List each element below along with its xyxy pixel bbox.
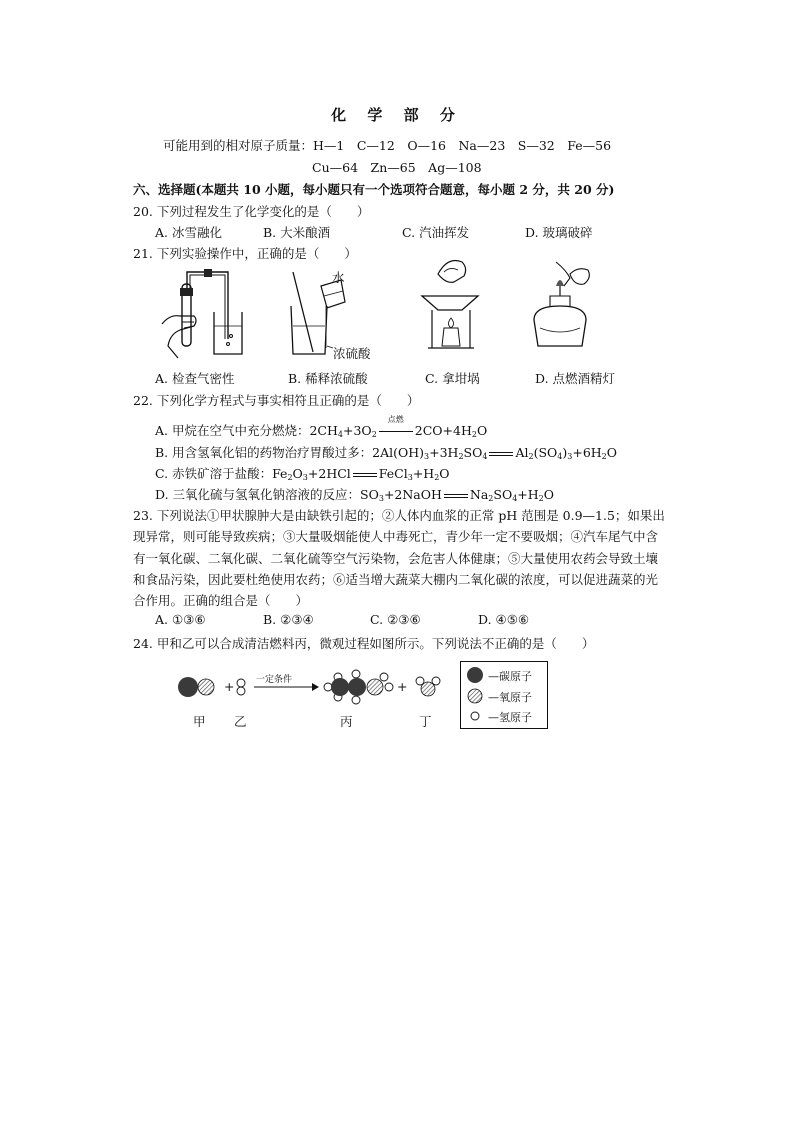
label-bing: 丙	[340, 714, 353, 729]
plus-sign-1: +	[224, 679, 235, 694]
plus-sign-2: +	[397, 679, 408, 694]
q23-line5: 合作用。正确的组合是（ ）	[133, 593, 309, 608]
q21-option-b[interactable]: B. 稀释浓硫酸	[288, 371, 368, 386]
atom-legend	[460, 661, 548, 729]
condition-ignite: 点燃	[387, 415, 404, 424]
q23-option-d[interactable]: D. ④⑤⑥	[478, 612, 530, 627]
q20-stem: 20. 下列过程发生了化学变化的是（ ）	[133, 204, 370, 219]
q21-option-c[interactable]: C. 拿坩埚	[425, 371, 480, 386]
jia-oxygen-atom	[198, 679, 214, 695]
q21-option-d[interactable]: D. 点燃酒精灯	[535, 371, 616, 386]
q23-line3: 有一氧化碳、二氧化碳、二氧化硫等空气污染物，会危害人体健康；⑤大量使用农药会导致土壤	[133, 551, 659, 566]
page-title: 化 学 部 分	[331, 106, 463, 124]
jia-carbon-atom	[178, 677, 198, 697]
q22-a-text: A. 甲烷在空气中充分燃烧：2CH	[155, 423, 338, 438]
water-label: 水	[332, 270, 345, 285]
bing-carbon-atom	[348, 678, 366, 696]
reaction-condition: 一定条件	[256, 675, 293, 685]
legend-hydrogen-icon	[471, 712, 479, 720]
legend-oxygen-icon	[468, 689, 482, 703]
q23-option-a[interactable]: A. ①③⑥	[155, 612, 206, 627]
q23-option-b[interactable]: B. ②③④	[263, 612, 314, 627]
q20-option-b[interactable]: B. 大米酿酒	[263, 225, 331, 240]
alcohol-lamp-figure	[526, 256, 596, 360]
reaction-diagram	[170, 660, 460, 710]
atomic-masses-line2: Cu—64 Zn—65 Ag—108	[312, 160, 482, 175]
q24-stem: 24. 甲和乙可以合成清洁燃料丙，微观过程如图所示。下列说法不正确的是（ ）	[133, 636, 595, 651]
q21-stem: 21. 下列实验操作中，正确的是（ ）	[133, 246, 357, 261]
legend-carbon: —碳原子	[488, 670, 532, 683]
bing-oxygen-atom	[367, 679, 383, 695]
q22-b-text: B. 用含氢氧化铝的药物治疗胃酸过多：2Al(OH)	[155, 445, 425, 460]
bing-carbon-atom	[331, 678, 349, 696]
yi-hydrogen-atom	[237, 679, 245, 687]
legend-oxygen: —氧原子	[488, 691, 532, 704]
q23-option-c[interactable]: C. ②③⑥	[370, 612, 421, 627]
q23-line2: 现异常，则可能导致疾病；③大量吸烟能使人中毒死亡，青少年一定不要吸烟；④汽车尾气中含	[133, 529, 659, 544]
q22-option-c[interactable]: C. 赤铁矿溶于盐酸：$Fe_2O_3+2HCl$ $FeCl_3+H_2O$	[155, 466, 450, 482]
label-jia: 甲	[193, 714, 206, 729]
q21-option-a[interactable]: A. 检查气密性	[155, 371, 235, 386]
q23-line1: 23. 下列说法①甲状腺肿大是由缺铁引起的；②人体内血浆的正常 pH 范围是 0.9—1.5；如果出	[133, 508, 665, 523]
acid-label: 浓硫酸	[333, 346, 371, 361]
yi-hydrogen-atom	[237, 687, 245, 695]
q22-c-text: C. 赤铁矿溶于盐酸：Fe	[155, 466, 288, 481]
airtight-check-figure	[156, 264, 251, 364]
crucible-figure	[418, 252, 488, 362]
q22-d-text: D. 三氧化硫与氢氧化钠溶液的反应：SO	[155, 487, 379, 502]
q22-stem: 22. 下列化学方程式与事实相符且正确的是（ ）	[133, 393, 420, 408]
q22-option-a[interactable]: A. 甲烷在空气中充分燃烧：$2CH_4+3O_2$ 点燃 $2CO+4H_2O$	[155, 415, 488, 439]
q23-line4: 和食品污染，因此要杜绝使用农药；⑥适当增大蔬菜大棚内二氧化碳的浓度，可以促进蔬菜的光	[133, 572, 659, 587]
label-ding: 丁	[419, 714, 432, 729]
atomic-masses-line1: 可能用到的相对原子质量：H—1 C—12 O—16 Na—23 S—32 Fe—56	[163, 138, 612, 153]
q20-option-d[interactable]: D. 玻璃破碎	[525, 225, 593, 240]
section-heading: 六、选择题(本题共 10 小题，每小题只有一个选项符合题意，每小题 2 分，共 20 分)	[133, 182, 615, 197]
q22-option-d[interactable]: D. 三氧化硫与氢氧化钠溶液的反应：$SO_3+2NaOH$ $Na_2SO_4+H_2O$	[155, 487, 555, 503]
q22-option-b[interactable]: B. 用含氢氧化铝的药物治疗胃酸过多：$2Al(OH)_3+3H_2SO_4$ $Al_2(SO_4)_3+6H_2O$	[155, 445, 618, 461]
q20-option-a[interactable]: A. 冰雪融化	[155, 225, 222, 240]
legend-hydrogen: —氢原子	[488, 711, 532, 724]
label-yi: 乙	[234, 714, 247, 729]
legend-carbon-icon	[467, 667, 483, 683]
q20-option-c[interactable]: C. 汽油挥发	[402, 225, 470, 240]
